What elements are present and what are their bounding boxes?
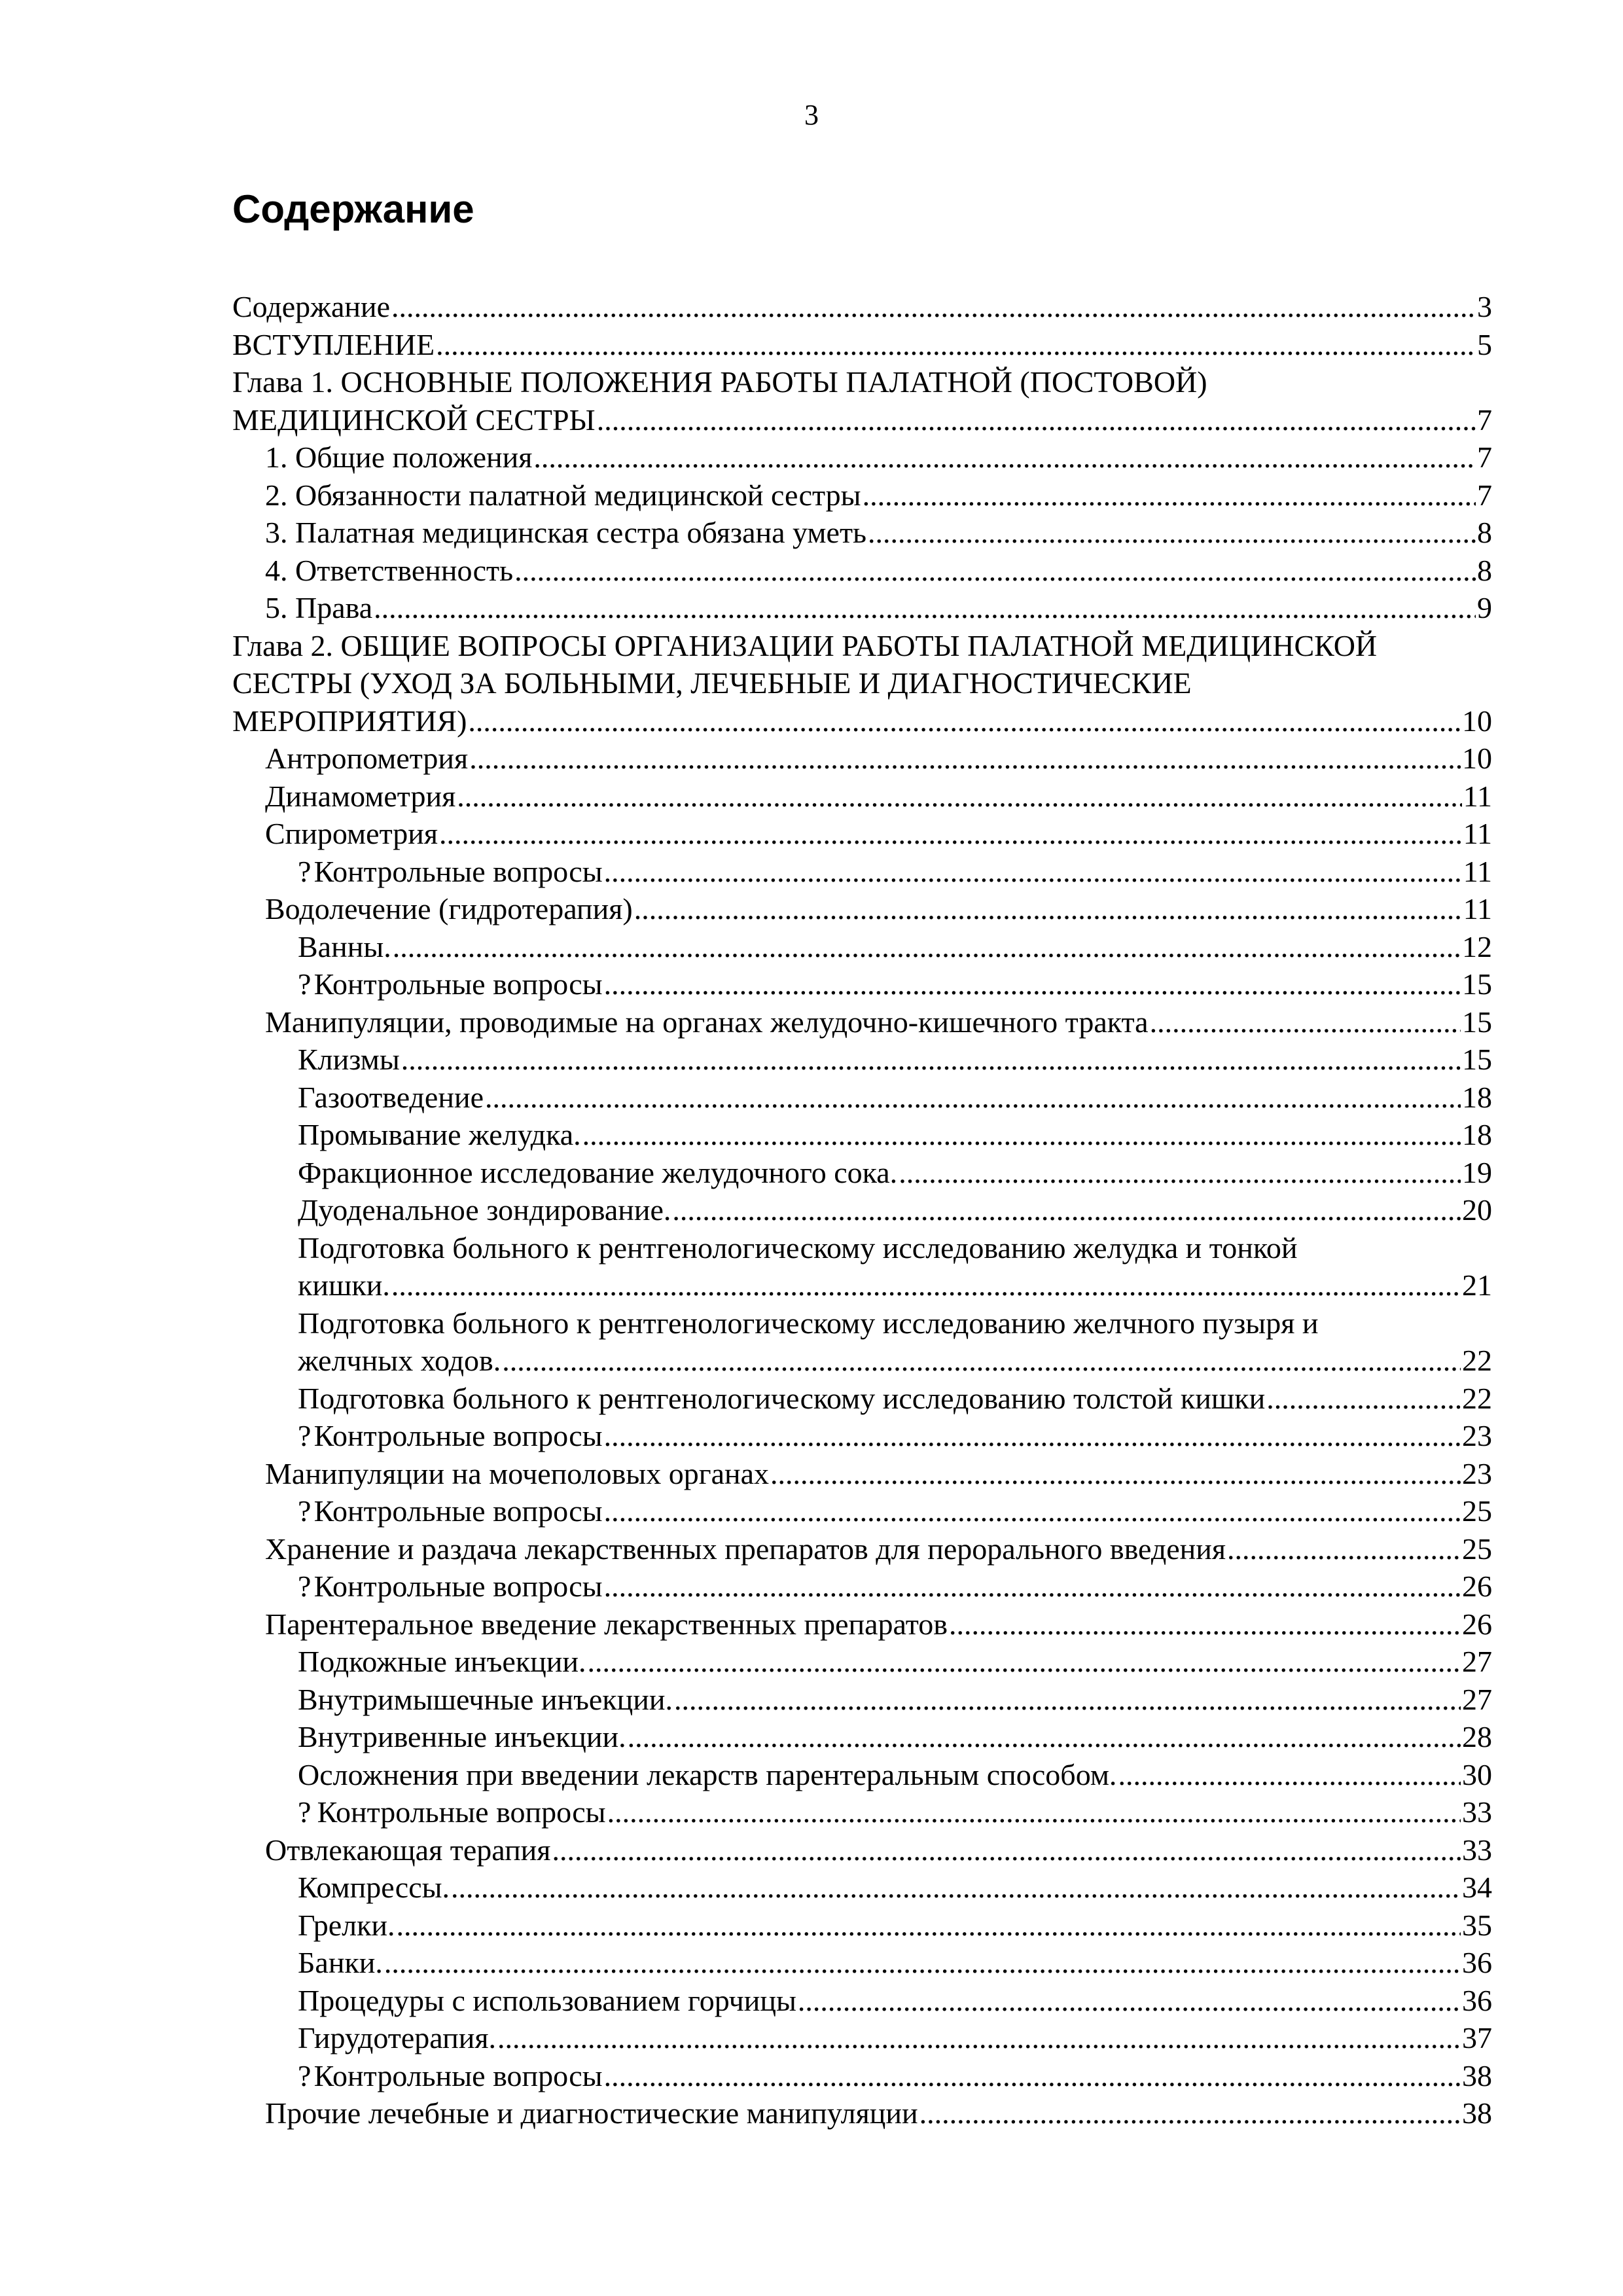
toc-entry-title: ВСТУПЛЕНИЕ (232, 327, 435, 361)
toc-entry-title: 1. Общие положения (265, 440, 533, 474)
dot-leader (798, 1982, 1461, 2020)
question-icon: ? (298, 1795, 312, 1829)
toc-entry-title: Динамометрия (265, 779, 456, 813)
toc-entry-title: МЕДИЦИНСКОЙ СЕСТРЫ (232, 403, 596, 437)
toc-entry-title: Ванны. (298, 929, 391, 963)
toc-entry-title: Контрольные вопросы (313, 2058, 603, 2092)
toc-entry-title: Дуоденальное зондирование. (298, 1193, 671, 1227)
toc-entry-page: 18 (1462, 1118, 1492, 1151)
dot-leader (607, 1793, 1461, 1831)
toc-entry-page: 22 (1462, 1381, 1492, 1415)
toc-entry[interactable] (232, 1079, 1492, 1117)
dot-leader (485, 1079, 1461, 1117)
dot-leader (582, 1116, 1461, 1154)
toc-entry-title: МЕРОПРИЯТИЯ) (232, 704, 467, 738)
toc-entry-title: Грелки. (298, 1908, 395, 1942)
toc-entry-title-line: Подготовка больного к рентгенологическому исследованию желчного пузыря и (298, 1306, 1319, 1340)
dot-leader (634, 890, 1462, 928)
toc-entry-page: 18 (1462, 1080, 1492, 1114)
toc-entry[interactable] (232, 627, 1492, 740)
question-icon: ? (298, 967, 312, 1001)
toc-entry-page: 27 (1462, 1645, 1492, 1678)
dot-leader (468, 702, 1461, 740)
toc-entry-title: Манипуляции на мочеполовых органах (265, 1456, 770, 1490)
toc-entry-page: 12 (1462, 929, 1492, 963)
dot-leader (588, 1643, 1461, 1681)
toc-entry-title: Компрессы. (298, 1871, 450, 1904)
toc-entry-title: 4. Ответственность (265, 553, 514, 587)
toc-entry[interactable] (232, 1191, 1492, 1229)
toc-entry-page: 11 (1463, 779, 1492, 813)
dot-leader (1150, 1003, 1461, 1041)
dot-leader (439, 815, 1462, 853)
toc-entry[interactable] (232, 288, 1492, 326)
dot-leader (391, 288, 1476, 326)
toc-entry-title: Контрольные вопросы (313, 854, 603, 888)
toc-entry-page: 21 (1462, 1268, 1492, 1302)
toc-entry-title-line: Подготовка больного к рентгенологическому исследованию желудка и тонкой (298, 1230, 1298, 1265)
dot-leader (604, 853, 1462, 891)
dot-leader (628, 1718, 1461, 1756)
dot-leader (597, 401, 1476, 439)
toc-entry[interactable] (232, 1455, 1492, 1493)
dot-leader (1266, 1380, 1461, 1418)
dot-leader (899, 1154, 1461, 1192)
toc-entry[interactable] (232, 853, 1492, 891)
toc-entry-page: 36 (1462, 1983, 1492, 2017)
toc-entry-page: 28 (1462, 1720, 1492, 1753)
table-of-contents (232, 288, 1492, 2132)
toc-entry-title-line: СЕСТРЫ (УХОД ЗА БОЛЬНЫМИ, ЛЕЧЕБНЫЕ И ДИАГНОСТИЧЕСКИЕ (232, 666, 1192, 700)
toc-entry-page: 11 (1463, 892, 1492, 925)
toc-entry-page: 5 (1477, 327, 1492, 361)
toc-entry[interactable] (232, 740, 1492, 778)
toc-entry-page: 38 (1462, 2058, 1492, 2092)
toc-entry[interactable] (232, 1492, 1492, 1530)
toc-entry-page: 26 (1462, 1607, 1492, 1641)
toc-entry-title: Гирудотерапия. (298, 2021, 496, 2054)
dot-leader (604, 1492, 1461, 1530)
toc-entry-page: 7 (1477, 478, 1492, 512)
dot-leader (604, 965, 1461, 1003)
toc-entry[interactable] (232, 1116, 1492, 1154)
toc-entry-title-line: Глава 2. ОБЩИЕ ВОПРОСЫ ОРГАНИЗАЦИИ РАБОТЫ ПАЛАТНОЙ МЕДИЦИНСКОЙ (232, 628, 1378, 662)
toc-entry[interactable] (232, 363, 1492, 439)
toc-entry-title: Парентеральное введение лекарственных препаратов (265, 1607, 948, 1641)
toc-entry-page: 33 (1462, 1833, 1492, 1867)
toc-entry-title: Водолечение (гидротерапия) (265, 892, 633, 925)
toc-entry-title: Контрольные вопросы (313, 967, 603, 1001)
dot-leader (672, 1191, 1461, 1229)
toc-entry-page: 35 (1462, 1908, 1492, 1942)
toc-entry[interactable] (232, 326, 1492, 364)
toc-entry[interactable] (232, 1568, 1492, 1605)
toc-heading: Содержание (232, 187, 474, 231)
toc-entry-page: 37 (1462, 2021, 1492, 2054)
toc-entry-page: 27 (1462, 1682, 1492, 1716)
toc-entry-title: Процедуры с использованием горчицы (298, 1983, 796, 2017)
toc-entry[interactable] (232, 1831, 1492, 1869)
toc-entry[interactable] (232, 1907, 1492, 1945)
toc-entry[interactable] (232, 815, 1492, 853)
dot-leader (674, 1681, 1461, 1719)
page-number: 3 (804, 99, 819, 131)
toc-entry-page: 8 (1477, 553, 1492, 587)
toc-entry-page: 30 (1462, 1757, 1492, 1791)
dot-leader (604, 2057, 1461, 2095)
toc-entry-title: Банки. (298, 1946, 383, 1979)
toc-entry-title: Спирометрия (265, 817, 438, 850)
toc-entry-page: 34 (1462, 1871, 1492, 1904)
toc-entry[interactable] (232, 1530, 1492, 1568)
toc-entry[interactable] (232, 514, 1492, 552)
toc-entry-title: Фракционное исследование желудочного сока. (298, 1155, 898, 1189)
toc-entry[interactable] (232, 928, 1492, 966)
toc-entry-page: 38 (1462, 2096, 1492, 2130)
toc-entry-title: Клизмы (298, 1043, 400, 1076)
toc-entry[interactable] (232, 1869, 1492, 1907)
toc-entry-title: кишки. (298, 1268, 390, 1302)
toc-entry[interactable] (232, 778, 1492, 816)
toc-entry-title: Газоотведение (298, 1080, 484, 1114)
dot-leader (469, 740, 1461, 778)
toc-entry[interactable] (232, 2057, 1492, 2095)
dot-leader (451, 1869, 1461, 1907)
toc-entry[interactable] (232, 1982, 1492, 2020)
toc-entry-page: 36 (1462, 1946, 1492, 1979)
dot-leader (919, 2094, 1461, 2132)
toc-entry-page: 7 (1477, 403, 1492, 437)
dot-leader (502, 1342, 1461, 1380)
toc-entry-page: 8 (1477, 516, 1492, 549)
toc-entry-title: Антропометрия (265, 742, 469, 775)
dot-leader (436, 326, 1476, 364)
toc-entry-title: Подготовка больного к рентгенологическому исследованию толстой кишки (298, 1381, 1266, 1415)
toc-entry-title: Внутривенные инъекции. (298, 1720, 626, 1753)
question-icon: ? (298, 1570, 312, 1603)
toc-entry[interactable] (232, 1681, 1492, 1719)
question-icon: ? (298, 854, 312, 888)
toc-entry-title: Подкожные инъекции. (298, 1645, 586, 1678)
toc-entry[interactable] (232, 589, 1492, 627)
toc-entry-title: желчных ходов. (298, 1344, 501, 1377)
question-icon: ? (298, 1419, 312, 1452)
toc-entry-title: Осложнения при введении лекарств парентеральным способом. (298, 1757, 1117, 1791)
dot-leader (1118, 1756, 1461, 1794)
toc-entry[interactable] (232, 1793, 1492, 1831)
dot-leader (374, 589, 1476, 627)
toc-entry-page: 15 (1462, 967, 1492, 1001)
dot-leader (401, 1041, 1461, 1079)
toc-entry[interactable] (232, 1417, 1492, 1455)
toc-entry-title: Контрольные вопросы (313, 1494, 603, 1528)
toc-entry[interactable] (232, 965, 1492, 1003)
toc-entry-page: 19 (1462, 1155, 1492, 1189)
dot-leader (457, 778, 1461, 816)
toc-entry-page: 15 (1462, 1043, 1492, 1076)
toc-entry[interactable] (232, 1229, 1492, 1304)
dot-leader (604, 1568, 1461, 1605)
dot-leader (533, 439, 1476, 476)
toc-entry-page: 26 (1462, 1570, 1492, 1603)
toc-entry-page: 33 (1462, 1795, 1492, 1829)
toc-entry-title: Прочие лечебные и диагностические манипуляции (265, 2096, 918, 2130)
toc-entry[interactable] (232, 1944, 1492, 1982)
dot-leader (604, 1417, 1461, 1455)
dot-leader (863, 476, 1476, 514)
toc-entry-title: Контрольные вопросы (317, 1795, 606, 1829)
toc-entry[interactable] (232, 890, 1492, 928)
toc-entry-page: 3 (1477, 290, 1492, 323)
dot-leader (391, 1266, 1461, 1304)
toc-entry-title: 2. Обязанности палатной медицинской сестры (265, 478, 861, 512)
toc-entry[interactable] (232, 1003, 1492, 1041)
toc-entry-page: 9 (1477, 591, 1492, 624)
toc-entry-title-line: Глава 1. ОСНОВНЫЕ ПОЛОЖЕНИЯ РАБОТЫ ПАЛАТНОЙ (ПОСТОВОЙ) (232, 365, 1207, 399)
toc-entry-page: 20 (1462, 1193, 1492, 1227)
dot-leader (397, 1907, 1461, 1945)
dot-leader (514, 552, 1476, 590)
toc-entry-title: Контрольные вопросы (313, 1570, 603, 1603)
toc-entry-page: 23 (1462, 1456, 1492, 1490)
toc-entry-page: 25 (1462, 1532, 1492, 1566)
toc-entry-page: 22 (1462, 1344, 1492, 1377)
toc-entry-title: Промывание желудка. (298, 1118, 581, 1151)
toc-entry-page: 10 (1462, 742, 1492, 775)
question-icon: ? (298, 1494, 312, 1528)
toc-entry-title: 5. Права (265, 591, 373, 624)
toc-entry[interactable] (232, 1154, 1492, 1192)
toc-entry-page: 7 (1477, 440, 1492, 474)
toc-entry-title: Манипуляции, проводимые на органах желудочно-кишечного тракта (265, 1005, 1149, 1039)
dot-leader (868, 514, 1476, 552)
toc-entry[interactable] (232, 1643, 1492, 1681)
toc-entry-page: 11 (1463, 817, 1492, 850)
toc-entry[interactable] (232, 1380, 1492, 1418)
toc-entry[interactable] (232, 2094, 1492, 2132)
toc-entry[interactable] (232, 1041, 1492, 1079)
toc-entry[interactable] (232, 476, 1492, 514)
toc-entry[interactable] (232, 2019, 1492, 2057)
toc-entry-title: Отвлекающая терапия (265, 1833, 551, 1867)
toc-entry[interactable] (232, 1605, 1492, 1643)
toc-entry-page: 15 (1462, 1005, 1492, 1039)
toc-entry[interactable] (232, 439, 1492, 476)
toc-entry-page: 25 (1462, 1494, 1492, 1528)
toc-entry-title: Хранение и раздача лекарственных препаратов для перорального введения (265, 1532, 1226, 1566)
toc-entry-title: 3. Палатная медицинская сестра обязана уметь (265, 516, 867, 549)
toc-entry-title: Содержание (232, 290, 391, 323)
toc-entry-title: Контрольные вопросы (313, 1419, 603, 1452)
dot-leader (497, 2019, 1461, 2057)
dot-leader (552, 1831, 1461, 1869)
dot-leader (770, 1455, 1461, 1493)
toc-entry-page: 11 (1463, 854, 1492, 888)
toc-entry[interactable] (232, 1718, 1492, 1756)
toc-entry[interactable] (232, 552, 1492, 590)
toc-entry-page: 10 (1462, 704, 1492, 738)
question-icon: ? (298, 2058, 312, 2092)
toc-entry-page: 23 (1462, 1419, 1492, 1452)
dot-leader (393, 928, 1461, 966)
dot-leader (384, 1944, 1461, 1982)
toc-entry[interactable] (232, 1756, 1492, 1794)
dot-leader (1227, 1530, 1461, 1568)
toc-entry[interactable] (232, 1304, 1492, 1380)
toc-entry-title: Внутримышечные инъекции. (298, 1682, 673, 1716)
dot-leader (949, 1605, 1461, 1643)
